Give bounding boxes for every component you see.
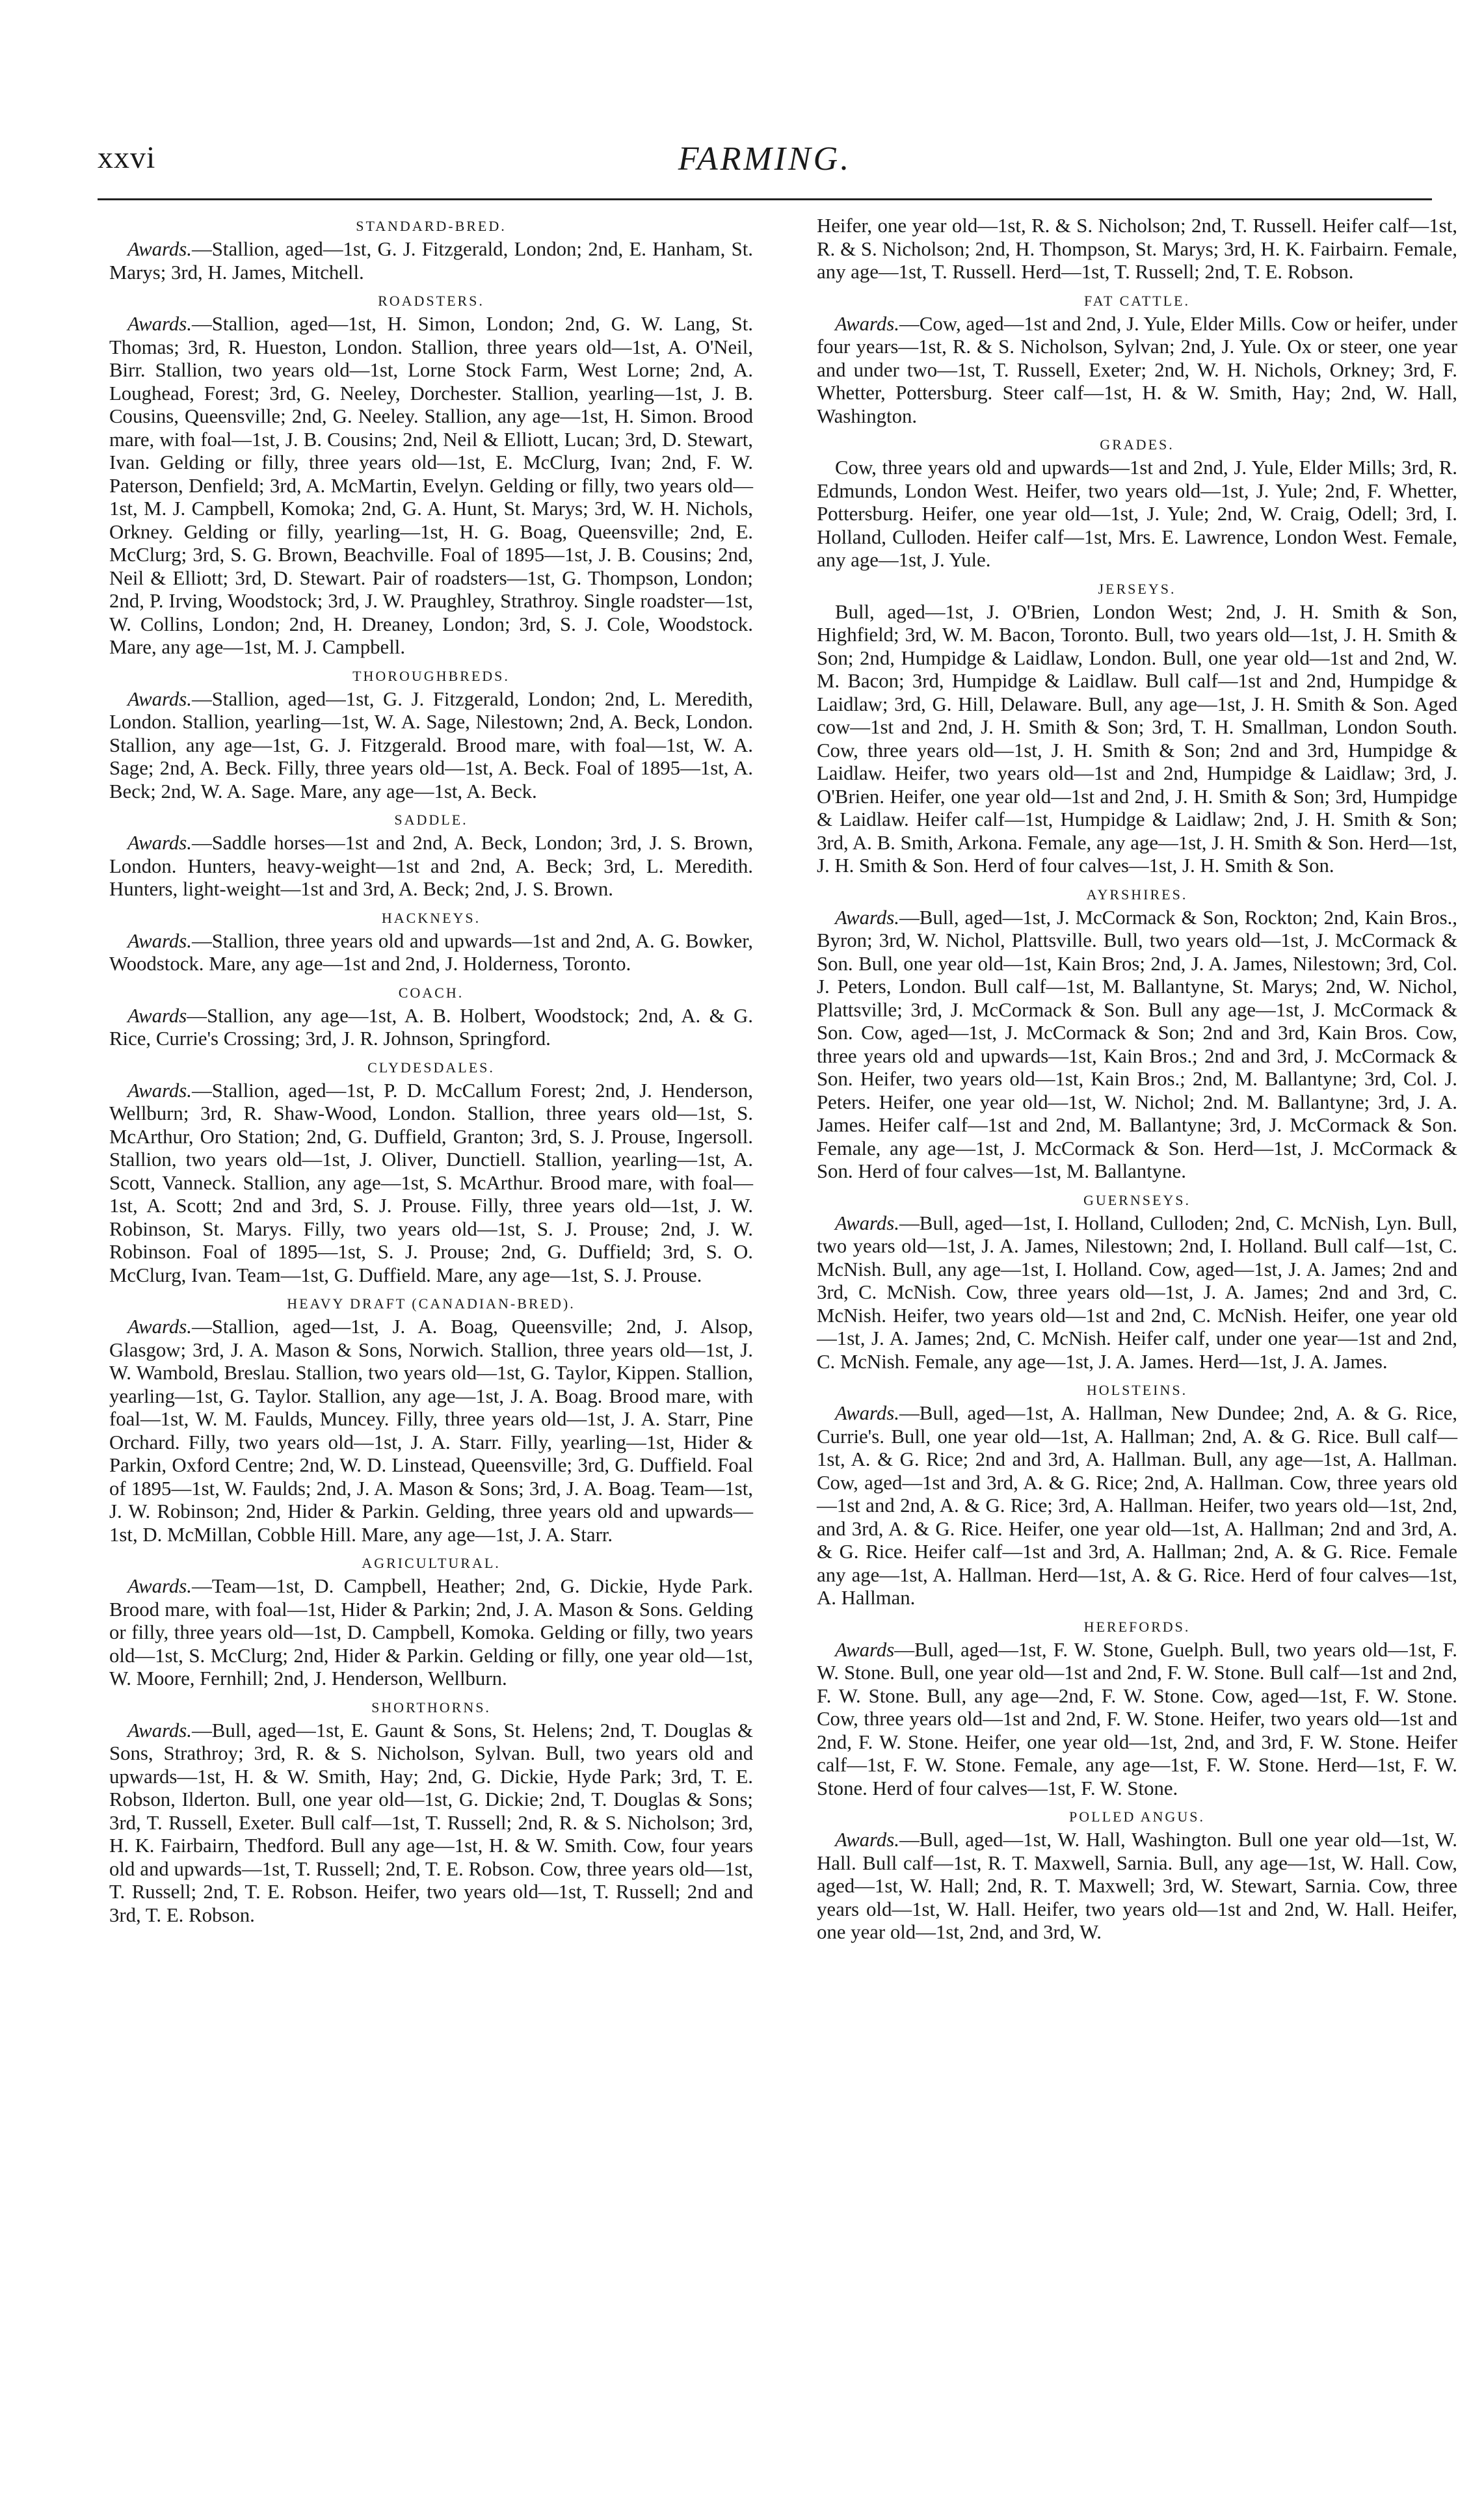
award-paragraph <box>109 313 753 659</box>
award-paragraph <box>817 215 1457 284</box>
section-heading: HOLSTEINS. <box>1086 1382 1188 1398</box>
award-text: —Bull, aged—1st, J. McCormack & Son, Rockton; 2nd, Kain Bros., Byron; 3rd, W. Nichol, Plattsville. Bull, two years old—1st, J. McCormack & Son. Bull, one year old—1st, Kain Bros; 2nd, J. A. James, Nilestown; 3rd, Col. J. Peters, London. Bull calf—1st, M. Ballantyne, St. Marys; 2nd, W. Nichol, Plattsville; 3rd, J. McCormack & Son. Bull any age—1st, J. McCormack & Son. Cow, aged—1st, J. McCormack & Son; 2nd and 3rd, Kain Bros. Cow, three years old and upwards—1st, Kain Bros.; 2nd and 3rd, J. McCormack & Son. Heifer, two years old—1st, Kain Bros.; 2nd, M. Ballantyne; 3rd, Col. J. Peters. Heifer, one year old—1st, W. Nichol; 2nd. M. Ballantyne; 3rd, J. A. James. Heifer calf—1st and 2nd, M. Ballantyne; 3rd, J. McCormack & Son. Female, any age—1st, J. McCormack & Son. Herd—1st, J. McCormack & Son. Herd of four calves—1st, M. Ballantyne. <box>817 906 1457 1182</box>
page-number: xxvi <box>98 140 156 175</box>
award-paragraph <box>109 1719 753 1928</box>
section-heading: HACKNEYS. <box>381 909 481 926</box>
section-heading: CLYDESDALES. <box>367 1059 495 1076</box>
award-text: —Bull, aged—1st, I. Holland, Culloden; 2nd, C. McNish, Lyn. Bull, two years old—1st, J. A. James, Nilestown; 2nd, I. Holland. Bull calf—1st, C. McNish. Bull, any age—1st, I. Holland. Cow, aged—1st, J. A. James; 2nd and 3rd, C. McNish. Cow, three years old—1st, J. A. James; 2nd and 3rd, C. McNish. Heifer, two years old—1st and 2nd, C. McNish. Heifer, one year old—1st, J. A. James; 2nd, C. McNish. Heifer calf, under one year—1st and 2nd, C. McNish. Female, any age—1st, J. A. James. Herd—1st, J. A. James. <box>817 1212 1457 1373</box>
awards-label: Awards. <box>127 1575 192 1597</box>
right-column <box>817 215 1457 1950</box>
award-paragraph <box>817 1829 1457 1944</box>
award-paragraph <box>817 1212 1457 1374</box>
award-paragraph <box>109 688 753 804</box>
award-text: Cow, three years old and upwards—1st and 2nd, J. Yule, Elder Mills; 3rd, R. Edmunds, London West. Heifer, two years old—1st, J. Yule; 2nd, F. Whetter, Pottersburg. Heifer, one year old—1st, J. Yule; 2nd, W. Craig, Odell; 3rd, I. Holland, Culloden. Heifer calf—1st, Mrs. E. Lawrence, London West. Female, any age—1st, J. Yule. <box>817 457 1457 571</box>
award-text: Bull, aged—1st, J. O'Brien, London West; 2nd, J. H. Smith & Son, Highfield; 3rd, W. M. Bacon, Toronto. Bull, two years old—1st, J. H. Smith & Son; 2nd, Humpidge & Laidlaw, London. Bull, one year old—1st and 2nd, W. M. Bacon; 3rd, Humpidge & Laidlaw. Bull calf—1st and 2nd, Humpidge & Laidlaw; 3rd, G. Hill, Delaware. Bull, any age—1st, J. H. Smith & Son. Aged cow—1st and 2nd, J. H. Smith & Son; 3rd, T. H. Smallman, London South. Cow, three years old—1st, J. H. Smith & Son; 2nd and 3rd, Humpidge & Laidlaw. Heifer, two years old—1st and 2nd, Humpidge & Laidlaw; 3rd, J. O'Brien. Heifer, one year old—1st and 2nd, J. H. Smith & Son; 3rd, Humpidge & Laidlaw. Heifer calf—1st, Humpidge & Laidlaw; 2nd, J. H. Smith & Son; 3rd, A. B. Smith, Arkona. Female, any age—1st, J. H. Smith & Son. Herd—1st, J. H. Smith & Son. Herd of four calves—1st, J. H. Smith & Son. <box>817 600 1457 877</box>
award-paragraph <box>817 1639 1457 1801</box>
section-heading: STANDARD-BRED. <box>356 218 507 234</box>
award-text: —Stallion, aged—1st, P. D. McCallum Forest; 2nd, J. Henderson, Wellburn; 3rd, R. Shaw-Wood, London. Stallion, three years old—1st, S. McArthur, Oro Station; 2nd, G. Duffield, Granton; 3rd, S. J. Prouse, Ingersoll. Stallion, two years old—1st, J. Oliver, Dunctiell. Stallion, yearling—1st, A. Scott, Vanneck. Stallion, any age—1st, S. McArthur. Brood mare, with foal—1st, A. Scott; 2nd and 3rd, S. J. Prouse. Filly, three years old—1st, J. W. Robinson, St. Marys. Filly, two years old—1st, S. J. Prouse; 2nd, J. W. Robinson. Foal of 1895—1st, S. J. Prouse; 2nd, G. Duffield; 3rd, S. O. McClurg, Ivan. Team—1st, G. Duffield. Mare, any age—1st, S. J. Prouse. <box>109 1079 753 1286</box>
awards-label: Awards. <box>127 1316 192 1338</box>
awards-label: Awards. <box>127 687 192 710</box>
awards-label: Awards. <box>127 1719 192 1742</box>
award-text: Heifer, one year old—1st, R. & S. Nicholson; 2nd, T. Russell. Heifer calf—1st, R. & S. Nicholson; 2nd, H. Thompson, St. Marys; 3rd, H. K. Fairbairn. Female, any age—1st, T. Russell. Herd—1st, T. Russell; 2nd, T. E. Robson. <box>817 215 1457 283</box>
award-paragraph <box>817 1402 1457 1610</box>
section-heading: AYRSHIRES. <box>1086 886 1188 903</box>
award-paragraph <box>817 457 1457 572</box>
awards-label: Awards. <box>127 832 192 854</box>
section-heading: HEAVY DRAFT (CANADIAN-BRED). <box>287 1295 576 1312</box>
award-text: —Saddle horses—1st and 2nd, A. Beck, London; 3rd, J. S. Brown, London. Hunters, heavy-weight—1st and 2nd, A. Beck; 3rd, L. Meredith. Hunters, light-weight—1st and 3rd, A. Beck; 2nd, J. S. Brown. <box>109 832 753 900</box>
section-heading: COACH. <box>398 984 464 1001</box>
awards-label: Awards. <box>127 238 192 260</box>
awards-label: Awards. <box>127 1079 192 1102</box>
awards-label: Awards. <box>835 312 899 335</box>
award-text: —Stallion, aged—1st, G. J. Fitzgerald, London; 2nd, E. Hanham, St. Marys; 3rd, H. James, Mitchell. <box>109 238 753 284</box>
award-text: —Bull, aged—1st, E. Gaunt & Sons, St. Helens; 2nd, T. Douglas & Sons, Strathroy; 3rd, R. & S. Nicholson, Sylvan. Bull, two years old and upwards—1st, H. & W. Smith, Hay; 2nd, G. Dickie, Hyde Park; 3rd, T. E. Robson, Ilderton. Bull, one year old—1st, G. Dickie; 2nd, T. Douglas & Sons; 3rd, T. Russell, Exeter. Bull calf—1st, T. Russell; 2nd, R. & S. Nicholson; 3rd, H. K. Fairbairn, Thedford. Bull any age—1st, H. & W. Smith. Cow, four years old and upwards—1st, T. Russell; 2nd, T. E. Robson. Cow, three years old—1st, T. Russell; 2nd, T. E. Robson. Heifer, two years old—1st, T. Russell; 2nd and 3rd, T. E. Robson. <box>109 1719 753 1926</box>
award-text: —Bull, aged—1st, F. W. Stone, Guelph. Bull, two years old—1st, F. W. Stone. Bull, one year old—1st and 2nd, F. W. Stone. Bull calf—1st and 2nd, F. W. Stone. Bull, any age—2nd, F. W. Stone. Cow, aged—1st, F. W. Stone. Cow, three years old—1st and 2nd, F. W. Stone. Heifer, two years old—1st and 2nd, F. W. Stone. Heifer, one year old—1st, 2nd, and 3rd, F. W. Stone. Heifer calf—1st, F. W. Stone. Female, any age—1st, F. W. Stone. Herd—1st, F. W. Stone. Herd of four calves—1st, F. W. Stone. <box>817 1638 1457 1799</box>
section-heading: AGRICULTURAL. <box>362 1555 501 1571</box>
awards-label: Awards. <box>127 313 192 335</box>
section-heading: FAT CATTLE. <box>1084 292 1190 309</box>
award-text: —Stallion, aged—1st, H. Simon, London; 2nd, G. W. Lang, St. Thomas; 3rd, R. Hueston, London. Stallion, three years old—1st, A. O'Neil, Birr. Stallion, two years old—1st, Lorne Stock Farm, West Lorne; 2nd, A. Loughead, Forest; 3rd, G. Neeley, Dorchester. Stallion, yearling—1st, J. B. Cousins, Queensville; 2nd, G. Neeley. Stallion, any age—1st, H. Simon. Brood mare, with foal—1st, J. B. Cousins; 2nd, Neil & Elliott, Lucan; 3rd, D. Stewart, Ivan. Gelding or filly, three years old—1st, E. McClurg, Ivan; 2nd, F. W. Paterson, Denfield; 3rd, A. McMartin, Evelyn. Gelding or filly, two years old—1st, M. J. Campbell, Komoka; 2nd, G. A. Hunt, St. Marys; 3rd, W. H. Nichols, Orkney. Gelding or filly, yearling—1st, H. G. Boag, Queensville; 2nd, E. McClurg; 3rd, S. G. Brown, Beachville. Foal of 1895—1st, J. B. Cousins; 2nd, Neil & Elliott; 3rd, D. Stewart. Pair of roadsters—1st, G. Thompson, London; 2nd, P. Irving, Woodstock; 3rd, J. W. Praughley, Strathroy. Single roadster—1st, W. Collins, London; 2nd, H. Dreaney, London; 3rd, S. J. Cole, Woodstock. Mare, any age—1st, M. J. Campbell. <box>109 313 753 658</box>
award-paragraph <box>109 930 753 976</box>
award-text: —Stallion, aged—1st, G. J. Fitzgerald, London; 2nd, L. Meredith, London. Stallion, yearling—1st, W. A. Sage, Nilestown; 2nd, A. Beck, London. Stallion, any age—1st, G. J. Fitzgerald. Brood mare, with foal—1st, W. A. Sage; 2nd, A. Beck. Filly, three years old—1st, A. Beck. Foal of 1895—1st, A. Beck; 2nd, W. A. Sage. Mare, any age—1st, A. Beck. <box>109 687 753 802</box>
section-heading: POLLED ANGUS. <box>1069 1809 1205 1825</box>
section-heading: JERSEYS. <box>1098 580 1176 597</box>
running-title: FARMING. <box>678 140 852 178</box>
page-header <box>98 140 1432 198</box>
awards-label: Awards. <box>127 929 192 952</box>
award-paragraph <box>109 1080 753 1288</box>
award-text: —Stallion, three years old and upwards—1st and 2nd, A. G. Bowker, Woodstock. Mare, any age—1st and 2nd, J. Holderness, Toronto. <box>109 929 753 975</box>
left-column <box>109 215 753 1932</box>
section-heading: SHORTHORNS. <box>371 1699 491 1716</box>
awards-label: Awards <box>835 1638 895 1661</box>
section-heading: THOROUGHBREDS. <box>352 667 510 684</box>
award-paragraph <box>109 832 753 901</box>
award-paragraph <box>109 1005 753 1051</box>
award-paragraph <box>109 238 753 284</box>
award-text: —Bull, aged—1st, A. Hallman, New Dundee; 2nd, A. & G. Rice, Currie's. Bull, one year old—1st, A. Hallman; 2nd, A. & G. Rice. Bull calf—1st, A. & G. Rice; 2nd and 3rd, A. Hallman. Bull, any age—1st, A. Hallman. Cow, aged—1st and 3rd, A. & G. Rice; 2nd, A. Hallman. Cow, three years old—1st and 2nd, A. & G. Rice; 3rd, A. Hallman. Heifer, two years old—1st, 2nd, and 3rd, A. & G. Rice. Heifer, one year old—1st, A. Hallman; 2nd and 3rd, A. & G. Rice. Heifer calf—1st and 3rd, A. Hallman; 2nd, A. & G. Rice. Female any age—1st, A. Hallman. Herd—1st, A. & G. Rice. Herd of four calves—1st, A. Hallman. <box>817 1402 1457 1609</box>
award-text: —Stallion, aged—1st, J. A. Boag, Queensville; 2nd, J. Alsop, Glasgow; 3rd, J. A. Mason & Sons, Norwich. Stallion, three years old—1st, J. W. Wambold, Breslau. Stallion, two years old—1st, G. Taylor, Kippen. Stallion, yearling—1st, G. Taylor. Stallion, any age—1st, J. A. Boag. Brood mare, with foal—1st, W. M. Faulds, Muncey. Filly, three years old—1st, J. A. Starr, Pine Orchard. Filly, two years old—1st, J. A. Starr. Filly, yearling—1st, Hider & Parkin, Oxford Centre; 2nd, W. D. Linstead, Queensville; 3rd, G. Duffield. Foal of 1895—1st, W. Faulds; 2nd, J. A. Mason & Sons; 3rd, J. A. Boag. Team—1st, J. W. Robinson; 2nd, Hider & Parkin. Gelding, three years old and upwards—1st, D. McMillan, Cobble Hill. Mare, any age—1st, J. A. Starr. <box>109 1316 753 1546</box>
awards-label: Awards. <box>835 1829 899 1851</box>
awards-label: Awards <box>127 1004 187 1027</box>
award-text: —Cow, aged—1st and 2nd, J. Yule, Elder Mills. Cow or heifer, under four years—1st, R. & S. Nicholson, Sylvan; 2nd, J. Yule. Ox or steer, one year and under two—1st, T. Russell, Exeter; 2nd, W. H. Nichols, Orkney; 3rd, F. Whetter, Pottersburg. Steer calf—1st, H. & W. Smith, Hay; 2nd, W. Hall, Washington. <box>817 312 1457 427</box>
award-paragraph <box>109 1575 753 1691</box>
awards-label: Awards. <box>835 1402 899 1424</box>
award-text: —Stallion, any age—1st, A. B. Holbert, Woodstock; 2nd, A. & G. Rice, Currie's Crossing; 3rd, J. R. Johnson, Springford. <box>109 1004 753 1050</box>
award-paragraph <box>817 313 1457 429</box>
award-paragraph <box>109 1316 753 1546</box>
award-paragraph <box>817 601 1457 878</box>
award-paragraph <box>817 907 1457 1184</box>
section-heading: ROADSTERS. <box>378 293 484 309</box>
section-heading: GUERNSEYS. <box>1083 1191 1191 1208</box>
award-text: —Team—1st, D. Campbell, Heather; 2nd, G. Dickie, Hyde Park. Brood mare, with foal—1st, Hider & Parkin; 2nd, J. A. Mason & Sons. Gelding or filly, three years old—1st, D. Campbell, Komoka. Gelding or filly, two years old—1st, S. McClurg; 2nd, Hider & Parkin. Gelding or filly, one year old—1st, W. Moore, Fernhill; 2nd, J. Henderson, Wellburn. <box>109 1575 753 1690</box>
section-heading: HEREFORDS. <box>1083 1618 1191 1635</box>
header-rule <box>98 198 1432 200</box>
section-heading: SADDLE. <box>394 812 468 828</box>
awards-label: Awards. <box>835 906 899 929</box>
section-heading: GRADES. <box>1100 436 1174 453</box>
awards-label: Awards. <box>835 1212 899 1234</box>
award-text: —Bull, aged—1st, W. Hall, Washington. Bull one year old—1st, W. Hall. Bull calf—1st, R. T. Maxwell, Sarnia. Bull, any age—1st, W. Hall. Cow, aged—1st, W. Hall; 2nd, R. T. Maxwell; 3rd, W. Stewart, Sarnia. Cow, three years old—1st, W. Hall. Heifer, two years old—1st and 2nd, W. Hall. Heifer, one year old—1st, 2nd, and 3rd, W. <box>817 1829 1457 1943</box>
